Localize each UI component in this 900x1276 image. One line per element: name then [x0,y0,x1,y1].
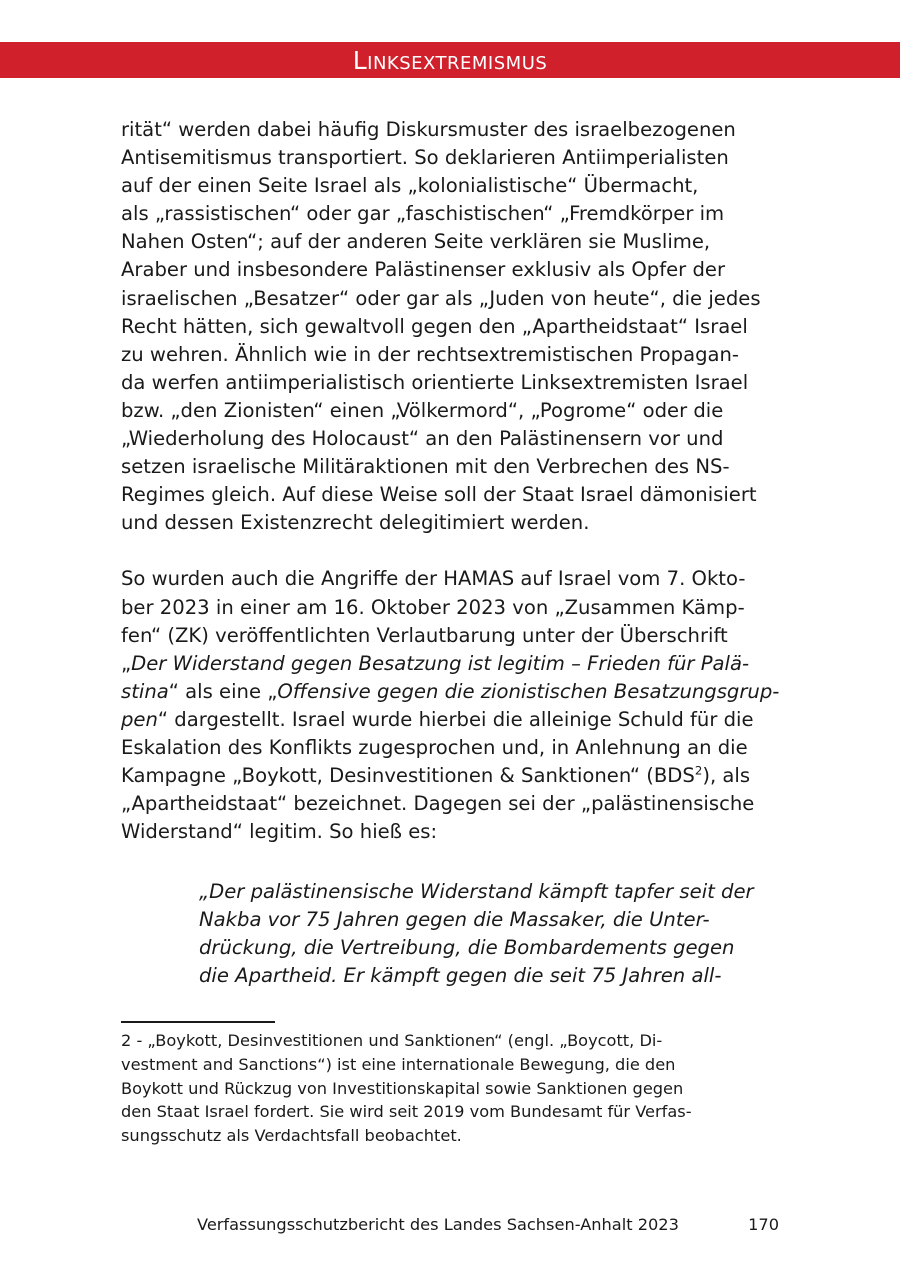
text-line: fen“ (ZK) veröffentlichten Verlautbarung unter der Überschrift [121,623,728,647]
section-title: Linksextremismus [352,46,548,75]
footnote-line: vestment and Sanctions“) ist eine internationale Bewegung, die den [121,1054,676,1074]
footer-publication-title: Verfassungsschutzbericht des Landes Sachsen-Anhalt 2023 [197,1215,679,1234]
text-line: als „rassistischen“ oder gar „faschistischen“ „Fremdkörper im [121,202,725,226]
quote-line: drückung, die Vertreibung, die Bombardements gegen [199,936,735,960]
text-line: Nahen Osten“; auf der anderen Seite verklären sie Muslime, [121,230,711,254]
text-line: Araber und insbesondere Palästinenser exklusiv als Opfer der [121,258,726,282]
headline-title-italic: stina [121,679,169,703]
headline-title-italic: Der Widerstand gegen Besatzung ist legitim – Frieden für Palä- [131,651,750,675]
paragraph-1 [121,116,781,537]
block-quote [199,878,779,990]
open-quote: „ [121,651,132,675]
text-line: So wurden auch die Angriffe der HAMAS auf Israel vom 7. Okto- [121,567,746,591]
footnote-line: sungsschutz als Verdachtsfall beobachtet. [121,1126,462,1146]
quote-line: die Apartheid. Er kämpft gegen die seit 75 Jahren all- [199,964,722,988]
text-line: ber 2023 in einer am 16. Oktober 2023 von „Zusammen Kämp- [121,595,745,619]
text-line: auf der einen Seite Israel als „kolonialistische“ Übermacht, [121,174,699,198]
text-line: setzen israelische Militäraktionen mit den Verbrechen des NS- [121,455,730,479]
text-fragment: “ als eine „ [168,679,278,703]
quote-line: „Der palästinensische Widerstand kämpft tapfer seit der [199,880,754,903]
text-line: Regimes gleich. Auf diese Weise soll der Staat Israel dämonisiert [121,483,757,507]
footnote-line: 2 - „Boykott, Desinvestitionen und Sanktionen“ (engl. „Boycott, Di- [121,1031,663,1050]
text-fragment: “ dargestellt. Israel wurde hierbei die alleinige Schuld für die [157,707,754,731]
footnote-line: den Staat Israel fordert. Sie wird seit 2019 vom Bundesamt für Verfas- [121,1102,692,1122]
footnote-divider [121,1021,275,1023]
text-fragment: Kampagne „Boykott, Desinvestitionen & Sanktionen“ (BDS [121,764,695,788]
text-line: Widerstand“ legitim. So hieß es: [121,820,438,844]
paragraph-2 [121,565,781,846]
text-line [121,678,781,706]
text-line: rität“ werden dabei häufig Diskursmuster des israelbezogenen [121,118,736,141]
page-number: 170 [748,1215,779,1234]
quote-line: Nakba vor 75 Jahren gegen die Massaker, die Unter- [199,908,710,932]
text-line [121,650,781,678]
text-line [121,762,781,790]
text-line: da werfen antiimperialistisch orientierte Linksextremisten Israel [121,370,749,394]
text-line: bzw. „den Zionisten“ einen „Völkermord“, „Pogrome“ oder die [121,398,724,422]
text-line: zu wehren. Ähnlich wie in der rechtsextremistischen Propagan- [121,342,740,366]
footnote-line: Boykott und Rückzug von Investitionskapital sowie Sanktionen gegen [121,1078,684,1098]
text-line: „Wiederholung des Holocaust“ an den Palästinensern vor und [121,427,724,451]
footnote [121,1029,781,1148]
main-content [121,116,781,846]
text-fragment: ), als [702,764,751,788]
quoted-phrase-italic: Offensive gegen die zionistischen Besatzungsgrup- [277,679,780,703]
text-line: Recht hätten, sich gewaltvoll gegen den „Apartheidstaat“ Israel [121,314,748,338]
quoted-phrase-italic: pen [121,707,158,731]
footnote-reference: 2 [694,763,703,778]
text-line: Antisemitismus transportiert. So deklarieren Antiimperialisten [121,146,729,170]
text-line: und dessen Existenzrecht delegitimiert werden. [121,511,590,535]
text-line: israelischen „Besatzer“ oder gar als „Juden von heute“, die jedes [121,286,761,310]
text-line: „Apartheidstaat“ bezeichnet. Dagegen sei der „palästinensische [121,792,755,816]
page-footer [121,1213,781,1237]
text-line: Eskalation des Konflikts zugesprochen und, in Anlehnung an die [121,735,748,759]
text-line [121,706,781,734]
